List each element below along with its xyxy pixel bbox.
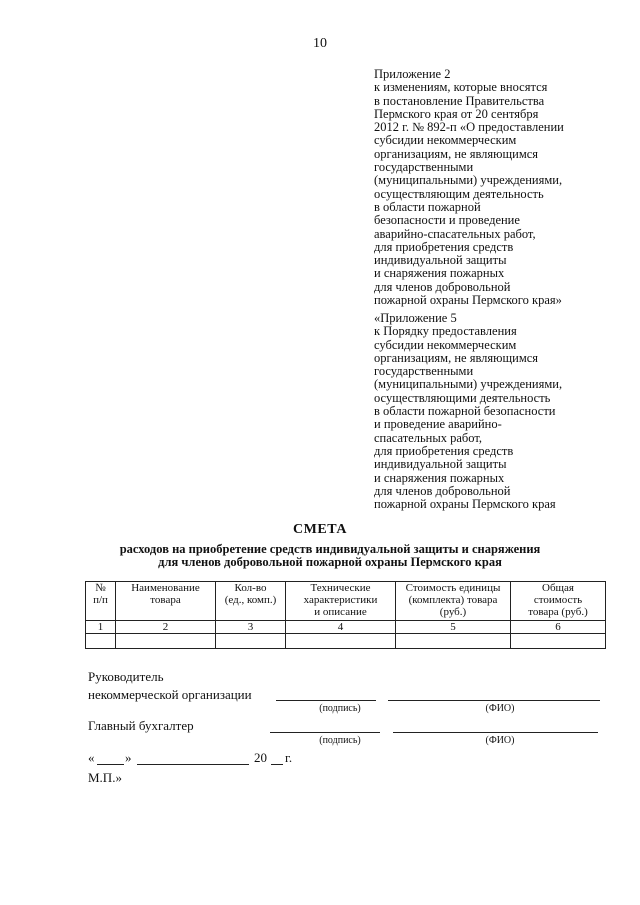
table-header-text: Наименование	[131, 582, 200, 594]
table-cell	[216, 634, 286, 649]
appendix-line: государственными	[374, 160, 474, 175]
table-cell	[116, 634, 216, 649]
appendix-line: к Порядку предоставления	[374, 324, 517, 339]
table-header-row	[86, 582, 606, 621]
table-header-text: Общая	[542, 582, 574, 594]
accountant-name-caption: (ФИО)	[485, 735, 515, 746]
appendix-line: пожарной охраны Пермского края»	[374, 293, 562, 308]
table-column-number: 3	[216, 621, 286, 634]
table-column-number: 2	[116, 621, 216, 634]
appendix-line: в области пожарной	[374, 199, 481, 214]
table-cell	[286, 634, 396, 649]
table-column-number: 1	[86, 621, 116, 634]
appendix-2-header	[374, 68, 624, 307]
appendix-5-header	[374, 312, 624, 511]
date-month-line	[137, 764, 249, 765]
date-year-line	[271, 764, 283, 765]
appendix-line: организациям, не являющимся	[374, 146, 539, 161]
subtitle-line: для членов добровольной пожарной охраны Пермского края	[158, 555, 502, 569]
table-header-text: №	[95, 582, 106, 594]
appendix-line: аварийно-спасательных работ,	[374, 226, 536, 241]
table-empty-row	[86, 634, 606, 649]
table-header-text: и описание	[314, 606, 367, 618]
appendix-line: к изменениям, которые вносятся	[374, 80, 548, 95]
table-column-number: 4	[286, 621, 396, 634]
estimate-table	[85, 581, 606, 649]
accountant-label: Главный бухгалтер	[88, 718, 194, 733]
appendix-line: Приложение 2	[374, 67, 451, 81]
appendix-line: 2012 г. № 892-п «О предоставлении	[374, 120, 564, 135]
table-header-text: п/п	[93, 594, 108, 606]
table-header-text: товара	[150, 594, 181, 606]
head-label-line2: некоммерческой организации	[88, 687, 252, 702]
appendix-line: безопасности и проведение	[374, 213, 520, 228]
table-header-text: Технические	[310, 582, 371, 594]
table-header-text: (ед., комп.)	[224, 594, 277, 606]
table-column-number: 5	[396, 621, 511, 634]
appendix-line: пожарной охраны Пермского края	[374, 497, 556, 512]
appendix-line: субсидии некоммерческим	[374, 133, 517, 148]
head-label-line1: Руководитель	[88, 669, 164, 684]
page-number: 10	[313, 36, 327, 51]
table-header-text: стоимость	[533, 594, 583, 606]
accountant-name-line	[393, 732, 598, 733]
head-signature-line	[276, 700, 376, 701]
seal-placeholder: М.П.»	[88, 770, 122, 785]
table-cell	[511, 634, 606, 649]
appendix-line: в постановление Правительства	[374, 93, 545, 108]
appendix-line: «Приложение 5	[374, 311, 457, 325]
table-header-cell	[216, 582, 286, 621]
appendix-line: для приобретения средств	[374, 443, 514, 458]
appendix-line: и снаряжения пожарных	[374, 470, 505, 485]
table-cell	[396, 634, 511, 649]
head-name-caption: (ФИО)	[485, 703, 515, 714]
date-year-suffix: г.	[285, 750, 293, 765]
table-header-cell	[286, 582, 396, 621]
accountant-signature-line	[270, 732, 380, 733]
table-header-cell	[116, 582, 216, 621]
appendix-line: для приобретения средств	[374, 239, 514, 254]
document-title: СМЕТА	[293, 522, 347, 537]
table-number-row	[86, 621, 606, 634]
table-header-text: Стоимость единицы	[405, 582, 501, 594]
table-header-text: (руб.)	[439, 606, 467, 618]
date-close-quote: »	[125, 750, 132, 765]
appendix-line: (муниципальными) учреждениями,	[374, 377, 563, 392]
appendix-line: осуществляющими деятельность	[374, 390, 551, 405]
table-column-number: 6	[511, 621, 606, 634]
appendix-line: в области пожарной безопасности	[374, 404, 556, 419]
table-header-cell	[396, 582, 511, 621]
appendix-line: осуществляющим деятельность	[374, 186, 544, 201]
appendix-line: для членов добровольной	[374, 279, 511, 294]
appendix-line: индивидуальной защиты	[374, 457, 507, 472]
date-day-line	[97, 764, 124, 765]
document-subtitle	[60, 543, 600, 569]
head-name-line	[388, 700, 600, 701]
subtitle-line: расходов на приобретение средств индивидуальной защиты и снаряжения	[119, 542, 541, 556]
date-open-quote: «	[88, 750, 95, 765]
appendix-line: спасательных работ,	[374, 430, 483, 445]
appendix-line: и снаряжения пожарных	[374, 266, 505, 281]
appendix-line: Пермского края от 20 сентября	[374, 106, 539, 121]
appendix-line: (муниципальными) учреждениями,	[374, 173, 563, 188]
appendix-line: и проведение аварийно-	[374, 417, 502, 432]
head-signature-caption: (подпись)	[319, 703, 361, 714]
appendix-line: индивидуальной защиты	[374, 253, 507, 268]
appendix-line: организациям, не являющимся	[374, 350, 539, 365]
table-header-text: характеристики	[303, 594, 378, 606]
table-header-cell	[511, 582, 606, 621]
table-header-text: (комплекта) товара	[408, 594, 498, 606]
table-header-cell	[86, 582, 116, 621]
accountant-signature-caption: (подпись)	[319, 735, 361, 746]
table-cell	[86, 634, 116, 649]
appendix-line: для членов добровольной	[374, 483, 511, 498]
table-header-text: Кол-во	[234, 582, 267, 594]
table-header-text: товара (руб.)	[528, 606, 588, 618]
appendix-line: субсидии некоммерческим	[374, 337, 517, 352]
appendix-line: государственными	[374, 364, 474, 379]
date-year-prefix: 20	[254, 750, 267, 765]
